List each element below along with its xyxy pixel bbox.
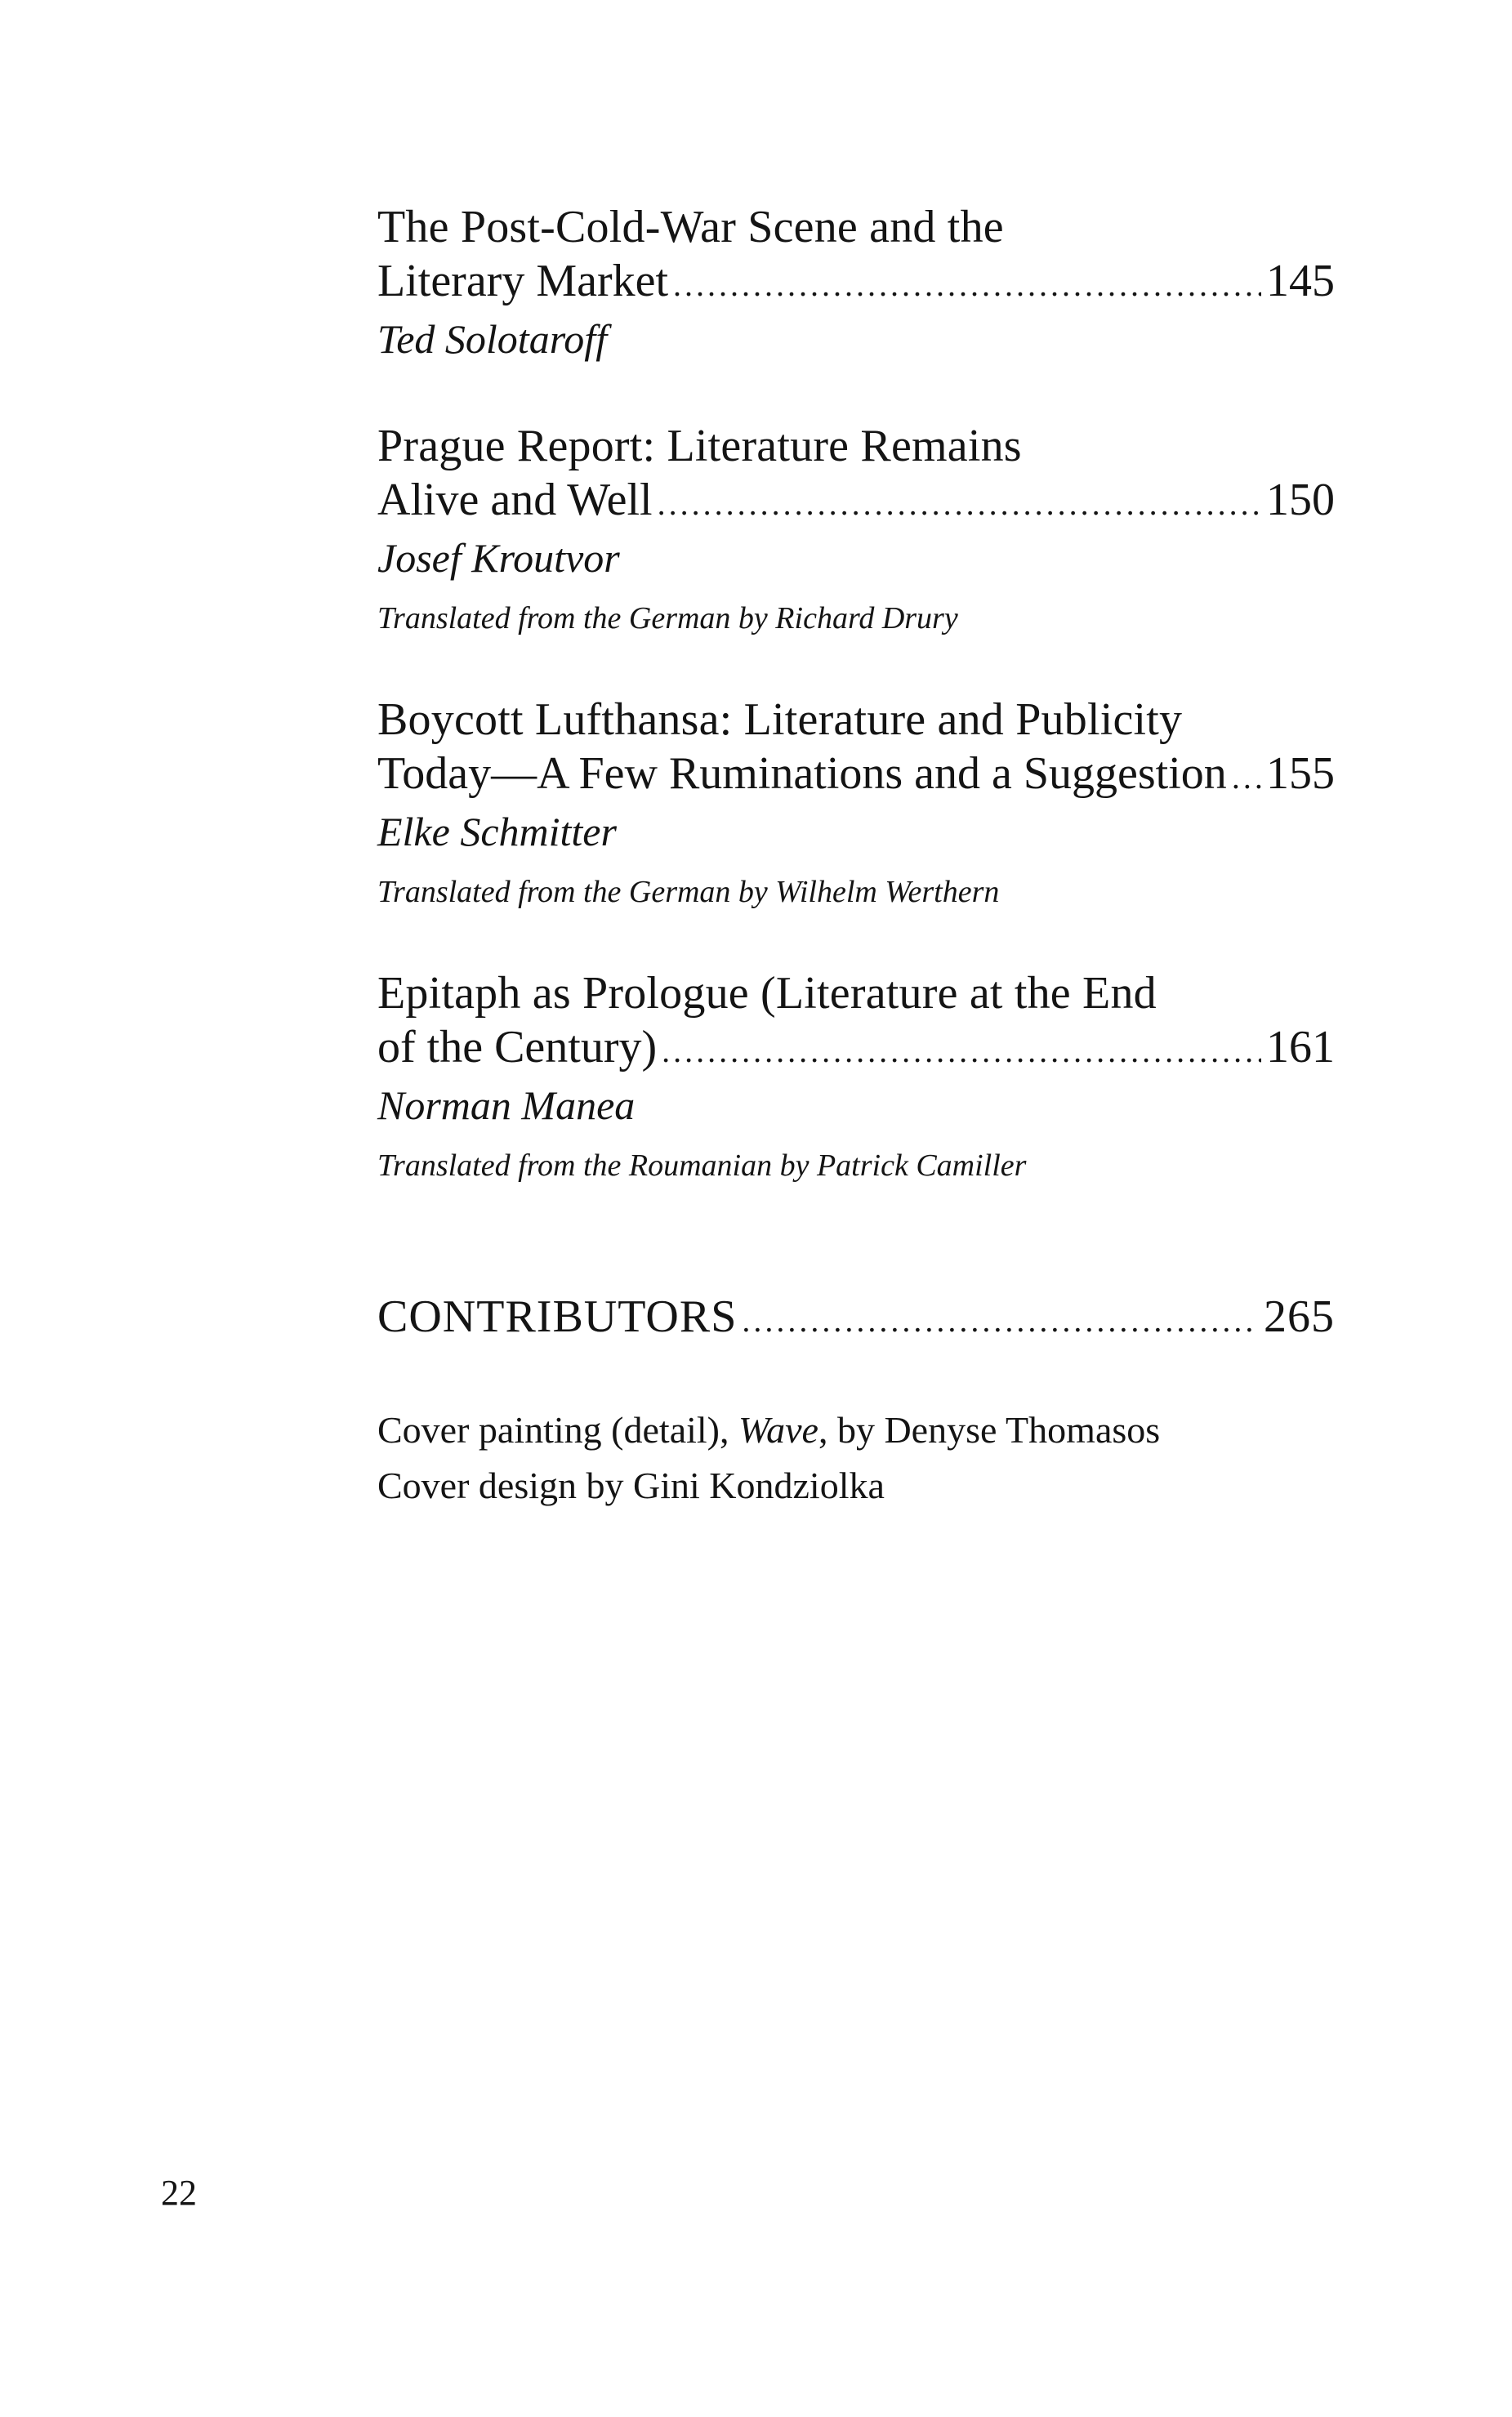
page-number: 161	[1266, 1022, 1335, 1072]
contributors-entry	[377, 1290, 1335, 1348]
entry-title-line: Alive and Well	[377, 475, 653, 525]
cover-painting-credit	[377, 1402, 1335, 1458]
contributors-label: CONTRIBUTORS	[377, 1291, 738, 1342]
painting-title: Wave	[738, 1409, 818, 1451]
credit-prefix: Cover painting (detail),	[377, 1409, 738, 1451]
entry-author: Ted Solotaroff	[377, 316, 608, 362]
entry-title-line: The Post-Cold-War Scene and the	[377, 202, 1004, 252]
page-number: 155	[1266, 748, 1335, 799]
credit-suffix: , by Denyse Thomasos	[818, 1409, 1161, 1451]
entry-title-leader	[377, 747, 1335, 805]
dot-leader	[658, 477, 1261, 531]
page-folio: 22	[161, 2173, 197, 2213]
cover-design-credit: Cover design by Gini Kondziolka	[377, 1465, 885, 1506]
entry-title-line: Literary Market	[377, 256, 669, 306]
toc-entry	[377, 966, 1335, 1186]
toc-entry	[377, 200, 1335, 364]
dot-leader	[1232, 751, 1261, 805]
dot-leader	[662, 1024, 1261, 1078]
entry-translator: Translated from the Roumanian by Patrick Camiller	[377, 1148, 1027, 1183]
entry-title-leader	[377, 254, 1335, 312]
entry-author: Norman Manea	[377, 1082, 636, 1128]
page-number: 150	[1266, 475, 1335, 525]
entry-title-leader	[377, 1020, 1335, 1078]
cover-credits	[377, 1402, 1335, 1514]
entry-author: Josef Kroutvor	[377, 535, 620, 581]
entry-title-leader	[377, 473, 1335, 531]
page-number: 265	[1264, 1291, 1335, 1342]
entry-title-line: Epitaph as Prologue (Literature at the End	[377, 968, 1157, 1019]
dot-leader	[673, 258, 1261, 312]
entry-translator: Translated from the German by Wilhelm Werthern	[377, 875, 1000, 909]
toc-entry	[377, 693, 1335, 912]
page-number: 145	[1266, 256, 1335, 306]
entry-translator: Translated from the German by Richard Drury	[377, 601, 958, 635]
contributors-leader	[377, 1290, 1335, 1348]
entry-title-line: Prague Report: Literature Remains	[377, 421, 1022, 471]
entry-author: Elke Schmitter	[377, 809, 617, 854]
entry-title-line: Today—A Few Ruminations and a Suggestion	[377, 748, 1227, 799]
entry-title-line: of the Century)	[377, 1022, 658, 1072]
toc-entry	[377, 419, 1335, 639]
dot-leader	[742, 1294, 1259, 1348]
entry-title-line: Boycott Lufthansa: Literature and Publicity	[377, 694, 1183, 745]
